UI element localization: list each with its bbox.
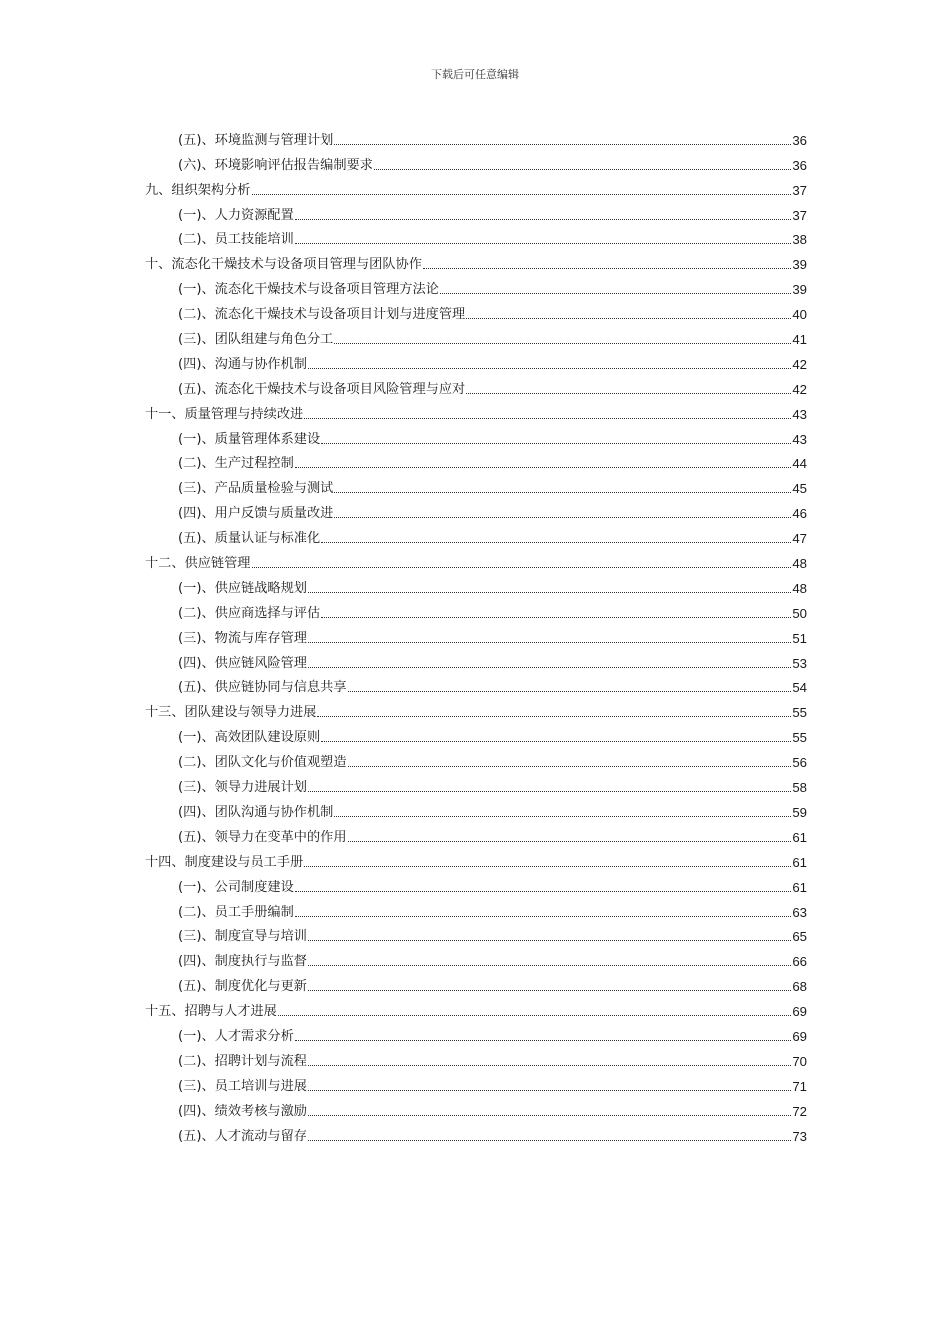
toc-entry-title: (四)、绩效考核与激励 [178,1103,307,1119]
toc-page-number: 53 [792,655,807,671]
toc-dot-leader [252,194,792,195]
toc-dot-leader [295,891,792,892]
toc-page-number: 42 [792,381,807,397]
toc-section-entry[interactable] [145,896,807,921]
toc-section-entry[interactable] [145,647,807,672]
toc-page-number: 54 [792,680,807,696]
toc-chapter-entry[interactable] [145,547,807,572]
toc-page-number: 69 [792,1028,807,1044]
toc-section-entry[interactable] [145,672,807,697]
toc-page-number: 46 [792,506,807,522]
toc-page-number: 40 [792,307,807,323]
toc-section-entry[interactable] [145,721,807,746]
toc-chapter-entry[interactable] [145,398,807,423]
toc-page-number: 47 [792,531,807,547]
toc-dot-leader [308,642,791,643]
toc-dot-leader [321,617,791,618]
toc-section-entry[interactable] [145,746,807,771]
toc-section-entry[interactable] [145,1120,807,1145]
toc-entry-title: (二)、员工技能培训 [178,232,294,248]
toc-page-number: 37 [792,182,807,198]
toc-entry-title: (三)、团队组建与角色分工 [178,332,334,348]
toc-page-number: 38 [792,232,807,248]
toc-page-number: 50 [792,605,807,621]
toc-dot-leader [308,940,791,941]
toc-entry-title: (一)、高效团队建设原则 [178,730,321,746]
toc-section-entry[interactable] [145,124,807,149]
toc-entry-title: 十、流态化干燥技术与设备项目管理与团队协作 [145,257,422,273]
toc-dot-leader [334,343,791,344]
toc-dot-leader [308,368,791,369]
toc-page-number: 36 [792,157,807,173]
toc-section-entry[interactable] [145,871,807,896]
toc-section-entry[interactable] [145,622,807,647]
toc-dot-leader [348,841,792,842]
toc-page-number: 69 [792,1004,807,1020]
toc-entry-title: 十五、招聘与人才进展 [145,1004,277,1020]
toc-page-number: 65 [792,929,807,945]
toc-page-number: 44 [792,456,807,472]
toc-entry-title: (五)、质量认证与标准化 [178,531,321,547]
toc-dot-leader [308,791,791,792]
toc-chapter-entry[interactable] [145,248,807,273]
toc-entry-title: (二)、团队文化与价值观塑造 [178,755,347,771]
toc-page-number: 71 [792,1078,807,1094]
toc-section-entry[interactable] [145,522,807,547]
toc-section-entry[interactable] [145,423,807,448]
toc-page-number: 55 [792,730,807,746]
toc-dot-leader [308,1065,791,1066]
toc-page-number: 41 [792,332,807,348]
toc-dot-leader [308,1140,791,1141]
page-header: 下载后可任意编辑 [431,68,519,81]
toc-dot-leader [466,318,791,319]
toc-section-entry[interactable] [145,472,807,497]
toc-dot-leader [440,293,791,294]
toc-section-entry[interactable] [145,373,807,398]
toc-section-entry[interactable] [145,298,807,323]
toc-page-number: 59 [792,804,807,820]
toc-dot-leader [308,965,791,966]
toc-page-number: 51 [792,630,807,646]
toc-page-number: 61 [792,879,807,895]
toc-dot-leader [252,567,792,568]
toc-entry-title: (五)、环境监测与管理计划 [178,132,334,148]
toc-page-number: 61 [792,829,807,845]
toc-entry-title: (四)、沟通与协作机制 [178,356,307,372]
toc-section-entry[interactable] [145,796,807,821]
toc-entry-title: 十一、质量管理与持续改进 [145,406,304,422]
toc-page-number: 45 [792,481,807,497]
toc-entry-title: (三)、领导力进展计划 [178,780,307,796]
toc-dot-leader [321,741,791,742]
toc-entry-title: (四)、用户反馈与质量改进 [178,506,334,522]
toc-chapter-entry[interactable] [145,174,807,199]
toc-section-entry[interactable] [145,224,807,249]
toc-entry-title: (三)、物流与库存管理 [178,630,307,646]
toc-dot-leader [348,691,792,692]
toc-section-entry[interactable] [145,497,807,522]
toc-dot-leader [321,443,791,444]
toc-page-number: 58 [792,780,807,796]
toc-section-entry[interactable] [145,1045,807,1070]
toc-section-entry[interactable] [145,572,807,597]
toc-section-entry[interactable] [145,597,807,622]
toc-entry-title: (六)、环境影响评估报告编制要求 [178,157,373,173]
toc-dot-leader [334,144,791,145]
toc-section-entry[interactable] [145,945,807,970]
toc-dot-leader [334,517,791,518]
toc-dot-leader [295,467,792,468]
toc-page-number: 48 [792,580,807,596]
toc-dot-leader [304,418,791,419]
toc-entry-title: (四)、制度执行与监督 [178,954,307,970]
toc-dot-leader [321,542,791,543]
toc-entry-title: (五)、人才流动与留存 [178,1128,307,1144]
toc-entry-title: (一)、质量管理体系建设 [178,431,321,447]
toc-entry-title: 九、组织架构分析 [145,182,251,198]
toc-dot-leader [295,916,792,917]
toc-section-entry[interactable] [145,970,807,995]
toc-section-entry[interactable] [145,448,807,473]
toc-dot-leader [308,990,791,991]
toc-entry-title: 十二、供应链管理 [145,556,251,572]
toc-section-entry[interactable] [145,323,807,348]
toc-page-number: 48 [792,556,807,572]
toc-entry-title: (四)、团队沟通与协作机制 [178,804,334,820]
toc-entry-title: (三)、产品质量检验与测试 [178,481,334,497]
table-of-contents [145,124,807,1145]
toc-dot-leader [317,716,791,717]
toc-page-number: 63 [792,904,807,920]
toc-page-number: 43 [792,406,807,422]
toc-entry-title: (五)、制度优化与更新 [178,979,307,995]
toc-entry-title: (二)、招聘计划与流程 [178,1053,307,1069]
toc-page-number: 72 [792,1103,807,1119]
toc-dot-leader [308,592,791,593]
toc-dot-leader [295,219,792,220]
toc-dot-leader [334,816,791,817]
toc-section-entry[interactable] [145,771,807,796]
toc-page-number: 66 [792,954,807,970]
toc-entry-title: (四)、供应链风险管理 [178,655,307,671]
toc-chapter-entry[interactable] [145,995,807,1020]
toc-entry-title: (一)、人力资源配置 [178,207,294,223]
toc-entry-title: (一)、供应链战略规划 [178,580,307,596]
toc-entry-title: (三)、员工培训与进展 [178,1078,307,1094]
toc-dot-leader [295,1040,792,1041]
toc-dot-leader [308,667,791,668]
toc-page-number: 56 [792,755,807,771]
toc-entry-title: (一)、流态化干燥技术与设备项目管理方法论 [178,282,439,298]
toc-page-number: 42 [792,356,807,372]
toc-dot-leader [308,1090,791,1091]
toc-page-number: 43 [792,431,807,447]
toc-dot-leader [423,268,791,269]
toc-page-number: 39 [792,257,807,273]
toc-dot-leader [308,1115,791,1116]
toc-section-entry[interactable] [145,821,807,846]
toc-page-number: 37 [792,207,807,223]
toc-dot-leader [304,866,791,867]
toc-dot-leader [466,393,791,394]
toc-page-number: 36 [792,132,807,148]
toc-entry-title: (五)、流态化干燥技术与设备项目风险管理与应对 [178,381,466,397]
toc-entry-title: (二)、生产过程控制 [178,456,294,472]
toc-dot-leader [348,766,792,767]
toc-entry-title: (二)、员工手册编制 [178,904,294,920]
toc-entry-title: (三)、制度宣导与培训 [178,929,307,945]
toc-entry-title: 十四、制度建设与员工手册 [145,854,304,870]
toc-section-entry[interactable] [145,1020,807,1045]
toc-page-number: 55 [792,705,807,721]
toc-section-entry[interactable] [145,1095,807,1120]
toc-page-number: 68 [792,979,807,995]
toc-chapter-entry[interactable] [145,846,807,871]
toc-section-entry[interactable] [145,348,807,373]
toc-page-number: 73 [792,1128,807,1144]
toc-entry-title: (一)、公司制度建设 [178,879,294,895]
toc-section-entry[interactable] [145,1070,807,1095]
toc-page-number: 61 [792,854,807,870]
toc-chapter-entry[interactable] [145,696,807,721]
toc-entry-title: (二)、流态化干燥技术与设备项目计划与进度管理 [178,307,466,323]
toc-section-entry[interactable] [145,273,807,298]
toc-dot-leader [295,243,792,244]
toc-entry-title: 十三、团队建设与领导力进展 [145,705,317,721]
toc-section-entry[interactable] [145,149,807,174]
toc-dot-leader [374,169,791,170]
toc-entry-title: (二)、供应商选择与评估 [178,605,321,621]
toc-dot-leader [334,492,791,493]
toc-section-entry[interactable] [145,921,807,946]
toc-dot-leader [278,1015,791,1016]
toc-page-number: 70 [792,1053,807,1069]
toc-entry-title: (五)、领导力在变革中的作用 [178,829,347,845]
toc-entry-title: (一)、人才需求分析 [178,1028,294,1044]
toc-section-entry[interactable] [145,199,807,224]
toc-page-number: 39 [792,282,807,298]
toc-entry-title: (五)、供应链协同与信息共享 [178,680,347,696]
